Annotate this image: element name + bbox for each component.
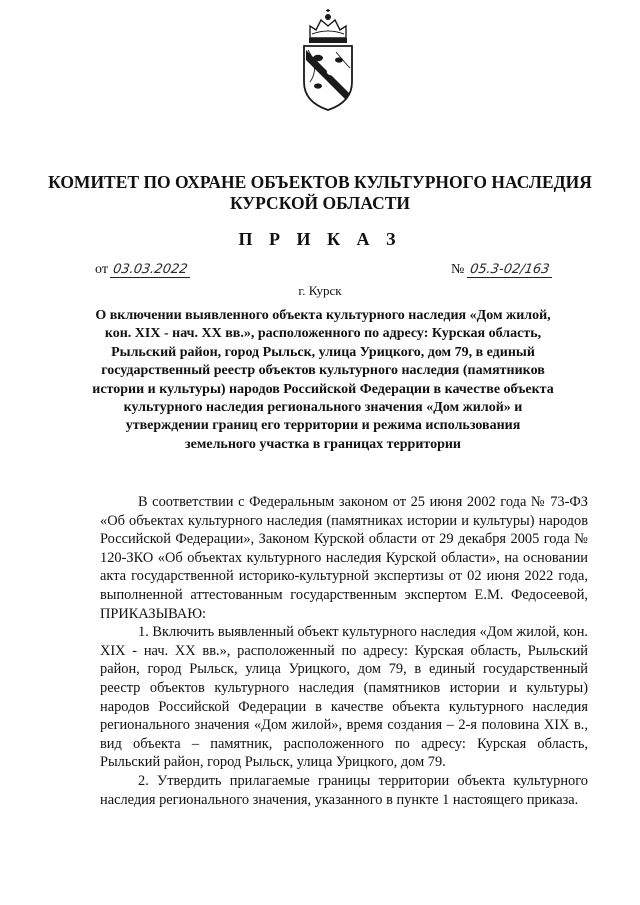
number-row <box>451 262 553 278</box>
date-value: 03.03.2022 <box>110 262 193 278</box>
committee-line-2: КУРСКОЙ ОБЛАСТИ <box>229 193 411 213</box>
item-1-paragraph: 1. Включить выявленный объект культурного наследия «Дом жилой, кон. XIX - нач. XX вв.», расположенный по адресу: Курская область, Рыльский район, город Рыльск, улица Урицкого, дом 79, в единый государственный реестр объектов культурного наследия (памятников истории и культуры) народов Российской Федерации в качестве объекта культурного наследия регионального значения «Дом жилой», время создания – 2-я половина XIX в., вид объекта – памятник, расположенного по адресу: Курская область, Рыльский район, город Рыльск, улица Урицкого, дом 79. <box>100 624 588 771</box>
item-2-paragraph: 2. Утвердить прилагаемые границы территории объекта культурного наследия регионального значения, указанного в пункте 1 настоящего приказа. <box>100 772 588 808</box>
preamble-paragraph: В соответствии с Федеральным законом от 25 июня 2002 года № 73-ФЗ «Об объектах культурного наследия (памятниках истории и культуры) народов Российской Федерации», Законом Курской области от 29 декабря 2005 года № 120-ЗКО «Об объектах культурного наследия Курской области», на основании акта государственной историко-культурной экспертизы от 02 июня 2022 года, выполненной аттестованным государственным экспертом Е.М. Федосеевой, ПРИКАЗЫВАЮ: <box>100 494 588 622</box>
committee-line-1: КОМИТЕТ ПО ОХРАНЕ ОБЪЕКТОВ КУЛЬТУРНОГО НАСЛЕДИЯ <box>48 172 592 192</box>
date-prefix: от <box>95 262 108 277</box>
coat-of-arms-icon <box>296 8 360 114</box>
date-row <box>95 262 192 278</box>
order-body <box>100 493 588 809</box>
number-value: 05.3-02/163 <box>467 262 555 278</box>
number-prefix: № <box>451 262 465 277</box>
order-heading: О включении выявленного объекта культурного наследия «Дом жилой, кон. XIX - нач. XX вв.», расположенного по адресу: Курская область, Рыльский район, город Рыльск, улица Урицкого, дом 79, в единый государственный реестр объектов культурного наследия (памятников истории и культуры) народов Российской Федерации в качестве объекта культурного наследия регионального значения «Дом жилой» и утверждении границ его территории и режима использования земельного участка в границах территории <box>92 308 554 452</box>
issuing-authority <box>0 172 640 214</box>
order-title: П Р И К А З <box>238 229 402 249</box>
city: г. Курск <box>298 283 342 298</box>
